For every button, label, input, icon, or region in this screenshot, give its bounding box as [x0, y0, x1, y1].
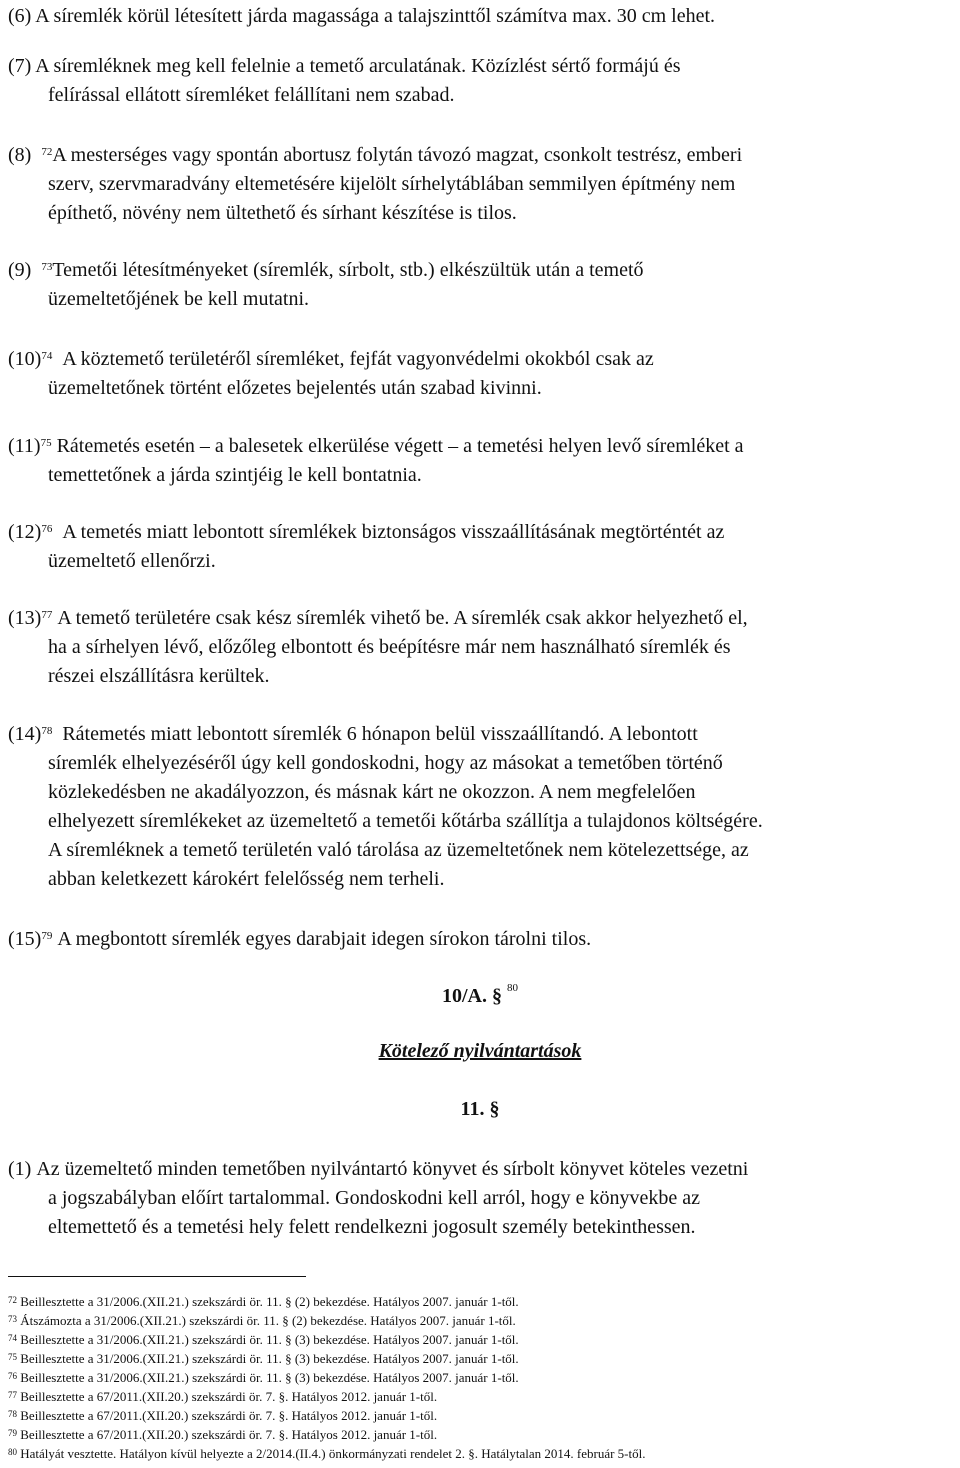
- footnote: [8, 1294, 519, 1310]
- footnote-number: 78: [8, 1409, 17, 1419]
- paragraph-text: felírással ellátott síremléket felállítani nem szabad.: [48, 84, 455, 106]
- paragraph-text: A temetés miatt lebontott síremlékek biztonságos visszaállításának megtörténtét az: [62, 521, 725, 543]
- paragraph-text: közlekedésben ne akadályozzon, és másnak kárt ne okozzon. A nem megfelelően: [48, 781, 696, 803]
- paragraph-text: eltemettető és a temetési hely felett rendelkezni jogosult személy betekinthessen.: [48, 1216, 696, 1238]
- paragraph-line: [8, 256, 954, 285]
- footnote-ref: 80: [507, 982, 518, 994]
- paragraph-number: (9): [8, 259, 32, 281]
- paragraph-number: (11): [8, 435, 41, 457]
- paragraph-line: [8, 925, 954, 954]
- footnote-number: 74: [8, 1333, 17, 1343]
- footnote-text: Hatályát vesztette. Hatályon kívül helyezte a 2/2014.(II.4.) önkormányzati rendelet 2. §. Hatálytalan 2014. február 5-től.: [20, 1446, 646, 1461]
- footnote: [8, 1332, 519, 1348]
- footnote-ref: 73: [41, 261, 53, 273]
- paragraph-line: [8, 345, 954, 374]
- footnote-text: Beillesztette a 67/2011.(XII.20.) szekszárdi ör. 7. §. Hatályos 2012. január 1-től.: [20, 1389, 438, 1404]
- paragraph-number: (1): [8, 1158, 32, 1180]
- paragraph-text: (6) A síremlék körül létesített járda magassága a talajszinttől számítva max. 30 cm lehet.: [8, 5, 716, 27]
- paragraph-text: síremlék elhelyezéséről úgy kell gondoskodni, hogy az másokat a temetőben történő: [48, 752, 723, 774]
- paragraph-text: a jogszabályban előírt tartalommal. Gondoskodni kell arról, hogy e könyvekbe az: [48, 1187, 701, 1209]
- paragraph-14: [8, 720, 954, 894]
- footnote-ref: 78: [41, 725, 53, 737]
- paragraph-number: (13): [8, 607, 42, 629]
- section-number: 11. §: [460, 1098, 500, 1120]
- footnote-text: Beillesztette a 31/2006.(XII.21.) szekszárdi ör. 11. § (3) bekezdése. Hatályos 2007. január 1-től.: [20, 1332, 519, 1347]
- paragraph-line: [8, 432, 954, 461]
- paragraph-number: (14): [8, 723, 42, 745]
- paragraph-text: temettetőnek a járda szintjéig le kell bontatnia.: [48, 464, 422, 486]
- section-heading-10a: [0, 982, 960, 1008]
- chapter-title: [0, 1040, 960, 1063]
- footnote: [8, 1389, 437, 1405]
- paragraph-text: A síremléknek a temető területén való tárolása az üzemeltetőnek nem kötelezettsége, az: [48, 839, 749, 861]
- paragraph-11: [8, 432, 954, 490]
- paragraph-8: [8, 141, 954, 228]
- footnote-number: 80: [8, 1447, 17, 1457]
- footnote-text: Beillesztette a 31/2006.(XII.21.) szekszárdi ör. 11. § (3) bekezdése. Hatályos 2007. január 1-től.: [20, 1351, 519, 1366]
- paragraph-text: üzemeltető ellenőrzi.: [48, 550, 216, 572]
- footnote: [8, 1446, 645, 1462]
- footnote-ref: 76: [41, 523, 53, 535]
- paragraph-line: [8, 604, 954, 633]
- paragraph-number: (8): [8, 144, 32, 166]
- footnote-number: 76: [8, 1371, 17, 1381]
- footnote-ref: 75: [40, 437, 52, 449]
- footnote-ref: 79: [41, 930, 53, 942]
- paragraph-text: elhelyezett síremlékeket az üzemeltető a temetői kőtárba szállítja a tulajdonos költségére.: [48, 810, 763, 832]
- paragraph-7: [8, 52, 954, 110]
- paragraph-text: üzemeltetőjének be kell mutatni.: [48, 288, 310, 310]
- footnote-text: Átszámozta a 31/2006.(XII.21.) szekszárdi ör. 11. § (2) bekezdése. Hatályos 2007. január 1-től.: [20, 1313, 516, 1328]
- paragraph-text: A mesterséges vagy spontán abortusz folytán távozó magzat, csonkolt testrész, emberi: [52, 144, 743, 166]
- paragraph-12: [8, 518, 954, 576]
- paragraph-text: abban keletkezett károkért felelősség nem terheli.: [48, 868, 445, 890]
- paragraph-text: üzemeltetőnek történt előzetes bejelentés után szabad kivinni.: [48, 377, 542, 399]
- paragraph-text: szerv, szervmaradvány eltemetésére kijelölt sírhelytáblában semmilyen építmény nem: [48, 173, 736, 195]
- paragraph-13: [8, 604, 954, 691]
- footnote-text: Beillesztette a 31/2006.(XII.21.) szekszárdi ör. 11. § (3) bekezdése. Hatályos 2007. január 1-től.: [20, 1370, 519, 1385]
- paragraph-text: Rátemetés miatt lebontott síremlék 6 hónapon belül visszaállítandó. A lebontott: [62, 723, 698, 745]
- paragraph-number: (15): [8, 928, 42, 950]
- paragraph-line: [8, 1155, 954, 1184]
- chapter-title-text: Kötelező nyilvántartások: [378, 1040, 582, 1062]
- footnote: [8, 1351, 519, 1367]
- paragraph-line: [8, 720, 954, 749]
- section-number: 10/A. §: [442, 985, 502, 1007]
- paragraph-text: Rátemetés esetén – a balesetek elkerülése végett – a temetési helyen levő síremléket a: [56, 435, 744, 457]
- paragraph-10: [8, 345, 954, 403]
- footnote: [8, 1427, 437, 1443]
- paragraph-text: A megbontott síremlék egyes darabjait idegen sírokon tárolni tilos.: [57, 928, 592, 950]
- paragraph-number: (10): [8, 348, 42, 370]
- footnote-number: 72: [8, 1295, 17, 1305]
- footnote-text: Beillesztette a 67/2011.(XII.20.) szekszárdi ör. 7. §. Hatályos 2012. január 1-től.: [20, 1408, 438, 1423]
- footnote-number: 77: [8, 1390, 17, 1400]
- paragraph-text: részei elszállításra kerültek.: [48, 665, 270, 687]
- section-heading-11: [0, 1098, 960, 1121]
- footnote-text: Beillesztette a 67/2011.(XII.20.) szekszárdi ör. 7. §. Hatályos 2012. január 1-től.: [20, 1427, 438, 1442]
- footnote-ref: 77: [41, 609, 53, 621]
- paragraph-9: [8, 256, 954, 314]
- footnote-ref: 74: [41, 350, 53, 362]
- footnote-number: 79: [8, 1428, 17, 1438]
- footnote-number: 73: [8, 1314, 17, 1324]
- paragraph-text: A köztemető területéről síremléket, fejfát vagyonvédelmi okokból csak az: [62, 348, 654, 370]
- paragraph-text: ha a sírhelyen lévő, előzőleg elbontott és beépítésre már nem használható síremlék és: [48, 636, 731, 658]
- paragraph-text: (7) A síremléknek meg kell felelnie a temető arculatának. Közízlést sértő formájú és: [8, 55, 681, 77]
- footnote: [8, 1408, 437, 1424]
- footnote-text: Beillesztette a 31/2006.(XII.21.) szekszárdi ör. 11. § (2) bekezdése. Hatályos 2007. január 1-től.: [20, 1294, 519, 1309]
- paragraph-text: Temetői létesítményeket (síremlék, sírbolt, stb.) elkészültük után a temető: [52, 259, 644, 281]
- section-11-paragraph-1: [8, 1155, 954, 1242]
- footnote-ref: 72: [41, 146, 53, 158]
- paragraph-text: Az üzemeltető minden temetőben nyilvántartó könyvet és sírbolt könyvet köteles vezetni: [36, 1158, 749, 1180]
- footnote: [8, 1370, 519, 1386]
- paragraph-text: A temető területére csak kész síremlék vihető be. A síremlék csak akkor helyezhető el,: [57, 607, 748, 629]
- paragraph-text: építhető, növény nem ültethető és sírhant készítése is tilos.: [48, 202, 517, 224]
- footnote-number: 75: [8, 1352, 17, 1362]
- paragraph-6: [8, 2, 954, 31]
- paragraph-line: [8, 518, 954, 547]
- footnote: [8, 1313, 516, 1329]
- paragraph-number: (12): [8, 521, 42, 543]
- paragraph-15: [8, 925, 954, 954]
- paragraph-line: [8, 141, 954, 170]
- footnote-separator: [8, 1276, 306, 1277]
